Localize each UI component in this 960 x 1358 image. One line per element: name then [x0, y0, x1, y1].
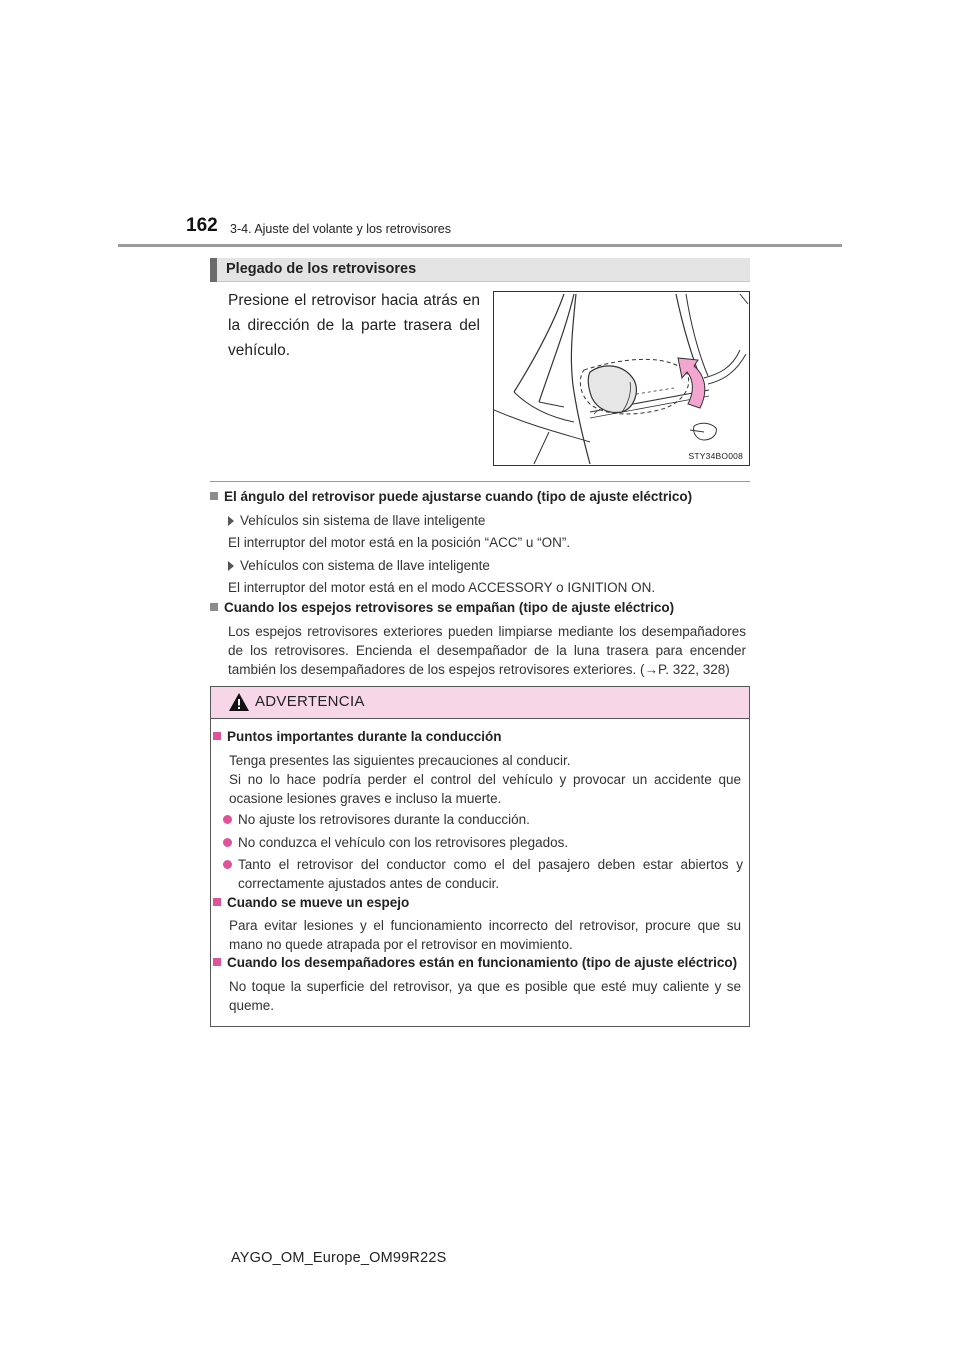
mirror-fold-illustration — [494, 292, 749, 465]
header-rule — [118, 244, 842, 247]
angle-case1-label: Vehículos sin sistema de llave inteligente — [228, 511, 485, 530]
angle-note-heading: El ángulo del retrovisor puede ajustarse cuando (tipo de ajuste eléctrico) — [210, 489, 692, 504]
angle-case2-text: El interruptor del motor está en el modo ACCESSORY o IGNITION ON. — [228, 580, 656, 595]
driving-heading: Puntos importantes durante la conducción — [213, 729, 502, 744]
section-separator — [210, 481, 750, 482]
folding-heading: Plegado de los retrovisores — [226, 261, 417, 277]
heading-marker — [210, 258, 217, 282]
defog-text: No toque la superficie del retrovisor, ya que es posible que esté muy caliente y se queme. — [229, 979, 741, 1013]
angle-case1-text: El interruptor del motor está en la posición “ACC” u “ON”. — [228, 535, 571, 550]
folding-heading-bar — [210, 258, 750, 282]
fog-note-text: Los espejos retrovisores exteriores pueden limpiarse mediante los desempañadores de los retrovisores. Encienda el desempañador de la luna trasera para encender también los desempañadores de los espejos retrovisores exteriores. (→P. 322, 328) — [228, 624, 746, 677]
section-title: 3-4. Ajuste del volante y los retrovisores — [230, 222, 451, 236]
angle-case2-label: Vehículos con sistema de llave inteligente — [228, 556, 490, 575]
square-bullet-icon — [213, 898, 221, 906]
page-number: 162 — [186, 215, 218, 236]
moving-text: Para evitar lesiones y el funcionamiento incorrecto del retrovisor, procure que su mano no quede atrapada por el retrovisor en movimiento. — [229, 918, 741, 952]
square-bullet-icon — [213, 732, 221, 740]
defog-heading: Cuando los desempañadores están en funcionamiento (tipo de ajuste eléctrico) — [213, 955, 737, 970]
warning-title: ADVERTENCIA — [255, 693, 365, 710]
figure-code: STY34BO008 — [688, 451, 743, 461]
round-bullet-icon — [223, 815, 232, 824]
driving-bullet: Tanto el retrovisor del conductor como el del pasajero deben estar abiertos y correctamente ajustados antes de conducir. — [223, 855, 743, 893]
document-id: AYGO_OM_Europe_OM99R22S — [231, 1250, 447, 1266]
driving-bullet: No ajuste los retrovisores durante la conducción. — [223, 810, 743, 829]
moving-heading: Cuando se mueve un espejo — [213, 895, 409, 910]
driving-bullet: No conduzca el vehículo con los retrovisores plegados. — [223, 833, 743, 852]
driving-text2: Si no lo hace podría perder el control del vehículo y provocar un accidente que ocasione lesiones graves e incluso la muerte. — [229, 772, 741, 806]
fog-note-heading: Cuando los espejos retrovisores se empañan (tipo de ajuste eléctrico) — [210, 600, 674, 615]
square-bullet-icon — [210, 492, 218, 500]
mirror-fold-figure — [493, 291, 750, 466]
driving-text1: Tenga presentes las siguientes precauciones al conducir. — [229, 753, 571, 768]
triangle-arrow-icon — [228, 561, 234, 571]
square-bullet-icon — [210, 603, 218, 611]
round-bullet-icon — [223, 860, 232, 869]
triangle-arrow-icon — [228, 516, 234, 526]
square-bullet-icon — [213, 958, 221, 966]
warning-header — [211, 687, 749, 719]
round-bullet-icon — [223, 838, 232, 847]
warning-triangle-icon — [228, 692, 250, 712]
folding-instruction: Presione el retrovisor hacia atrás en la dirección de la parte trasera del vehículo. — [228, 292, 480, 359]
warning-box — [210, 686, 750, 1027]
